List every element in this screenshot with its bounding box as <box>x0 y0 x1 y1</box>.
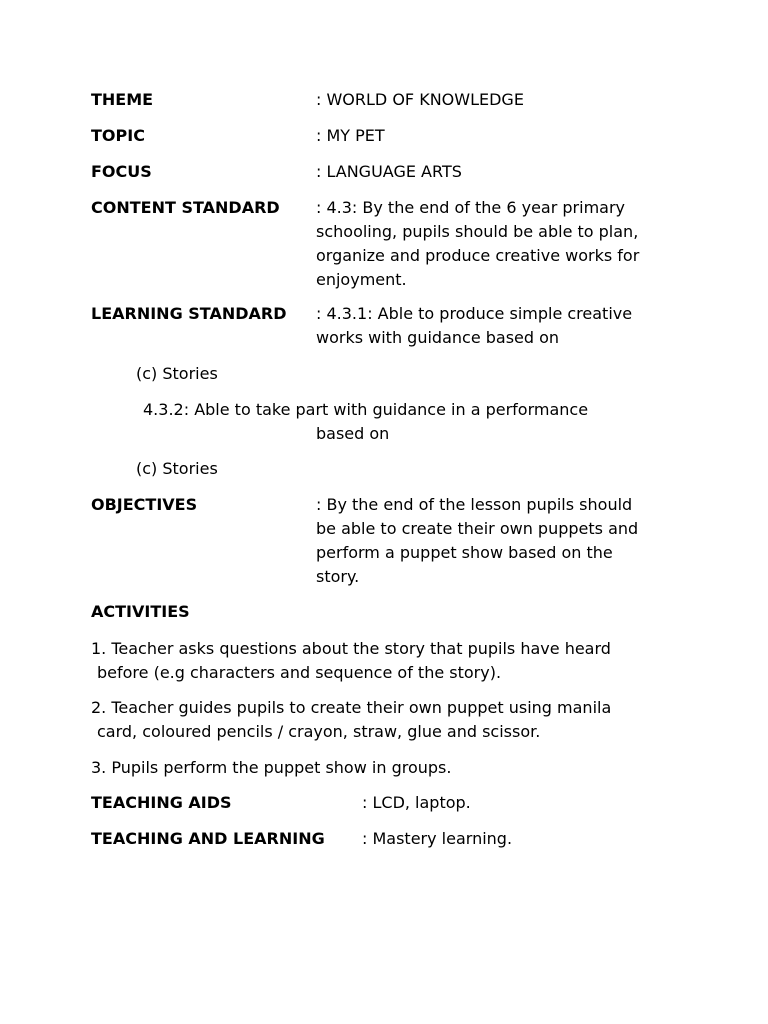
focus-value: : LANGUAGE ARTS <box>316 162 462 181</box>
theme-value: : WORLD OF KNOWLEDGE <box>316 90 524 109</box>
activities-label: ACTIVITIES <box>91 602 190 621</box>
topic-label: TOPIC <box>91 126 145 145</box>
learning-standard-sub-item: (c) Stories <box>136 459 218 478</box>
activity-item-line: 3. Pupils perform the puppet show in groups. <box>91 758 452 777</box>
focus-label: FOCUS <box>91 162 152 181</box>
learning-standard-sub-item: (c) Stories <box>136 364 218 383</box>
teaching-aids-label: TEACHING AIDS <box>91 793 232 812</box>
objectives-line: perform a puppet show based on the <box>316 543 613 562</box>
topic-value: : MY PET <box>316 126 385 145</box>
learning-standard-label: LEARNING STANDARD <box>91 304 287 323</box>
activity-item-line: 1. Teacher asks questions about the story that pupils have heard <box>91 639 611 658</box>
activity-item-line: 2. Teacher guides pupils to create their own puppet using manila <box>91 698 612 717</box>
learning-standard-line: works with guidance based on <box>316 328 560 347</box>
objectives-line: : By the end of the lesson pupils should <box>316 495 633 514</box>
learning-standard-line: : 4.3.1: Able to produce simple creative <box>316 304 633 323</box>
content-standard-line: : 4.3: By the end of the 6 year primary <box>316 198 626 217</box>
objectives-line: story. <box>316 567 360 586</box>
teaching-aids-value: : LCD, laptop. <box>362 793 471 812</box>
activity-item-line: before (e.g characters and sequence of the story). <box>97 663 502 682</box>
teaching-learning-label: TEACHING AND LEARNING <box>91 829 325 848</box>
teaching-learning-value: : Mastery learning. <box>362 829 513 848</box>
objectives-label: OBJECTIVES <box>91 495 198 514</box>
content-standard-label: CONTENT STANDARD <box>91 198 280 217</box>
objectives-line: be able to create their own puppets and <box>316 519 639 538</box>
activity-item-line: card, coloured pencils / crayon, straw, glue and scissor. <box>97 722 541 741</box>
content-standard-line: organize and produce creative works for <box>316 246 640 265</box>
content-standard-line: enjoyment. <box>316 270 407 289</box>
content-standard-line: schooling, pupils should be able to plan, <box>316 222 639 241</box>
learning-standard-second-line: 4.3.2: Able to take part with guidance in a performance <box>143 400 589 419</box>
theme-label: THEME <box>91 90 154 109</box>
learning-standard-second-line: based on <box>316 424 390 443</box>
